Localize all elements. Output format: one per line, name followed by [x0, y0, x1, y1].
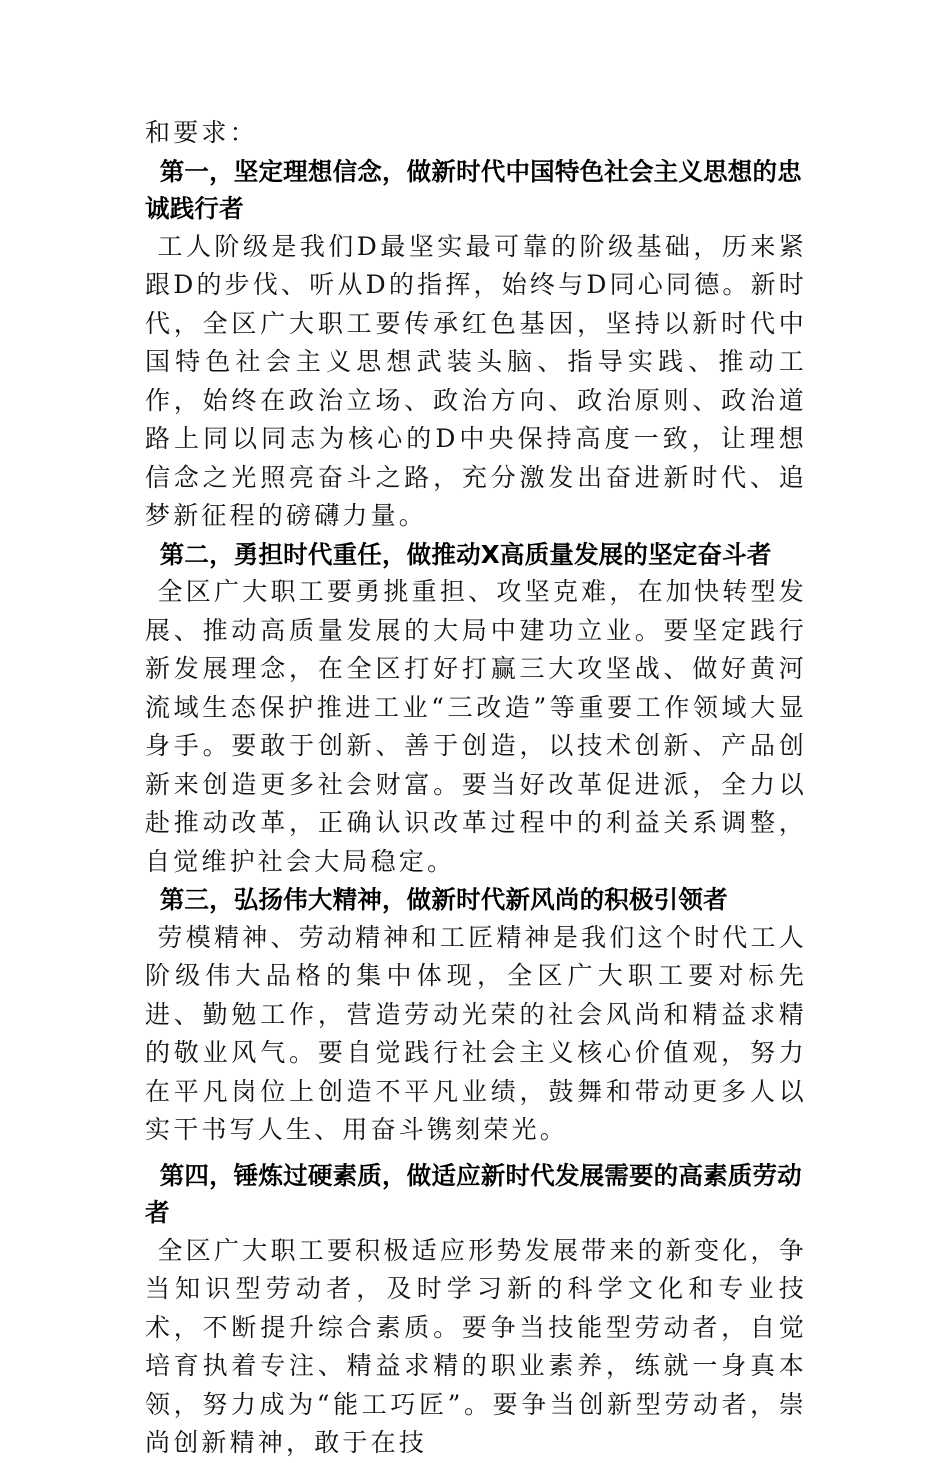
document-page: [145, 114, 807, 1463]
section-2-heading: 第二，勇担时代重任，做推动X高质量发展的坚定奋斗者: [159, 539, 772, 569]
section-3-body: 劳模精神、劳动精神和工匠精神是我们这个时代工人阶级伟大品格的集中体现，全区广大职工要对标先进、勤勉工作，营造劳动光荣的社会风尚和精益求精的敬业风气。要自觉践行社会主义核心价值观，努力在平凡岗位上创造不平凡业绩，鼓舞和带动更多人以实干书写人生、用奋斗镌刻荣光。: [145, 922, 807, 1144]
section-1-body: 工人阶级是我们D最坚实最可靠的阶级基础，历来紧跟D的步伐、听从D的指挥，始终与D同心同德。新时代，全区广大职工要传承红色基因，坚持以新时代中国特色社会主义思想武装头脑、指导实践、推动工作，始终在政治立场、政治方向、政治原则、政治道路上同以同志为核心的D中央保持高度一致，让理想信念之光照亮奋斗之路，充分激发出奋进新时代、追梦新征程的磅礴力量。: [145, 231, 807, 530]
section-1-heading: 第一，坚定理想信念，做新时代中国特色社会主义思想的忠诚践行者: [145, 156, 802, 223]
section-4-body: 全区广大职工要积极适应形势发展带来的新变化，争当知识型劳动者，及时学习新的科学文化和专业技术，不断提升综合素质。要争当技能型劳动者，自觉培育执着专注、精益求精的职业素养，练就一身真本领，努力成为“能工巧匠”。要争当创新型劳动者，崇尚创新精神，敢于在技: [145, 1235, 807, 1457]
section-2-body: 全区广大职工要勇挑重担、攻坚克难，在加快转型发展、推动高质量发展的大局中建功立业。要坚定践行新发展理念，在全区打好打赢三大攻坚战、做好黄河流域生态保护推进工业“三改造”等重要工作领域大显身手。要敢于创新、善于创造，以技术创新、产品创新来创造更多社会财富。要当好改革促进派，全力以赴推动改革，正确认识改革过程中的利益关系调整，自觉维护社会大局稳定。: [145, 577, 807, 876]
section-3-heading: 第三，弘扬伟大精神，做新时代新风尚的积极引领者: [159, 885, 728, 914]
section-4-heading: 第四，锤炼过硬素质，做适应新时代发展需要的高素质劳动者: [145, 1160, 802, 1227]
lead-text: 和要求：: [145, 118, 258, 147]
